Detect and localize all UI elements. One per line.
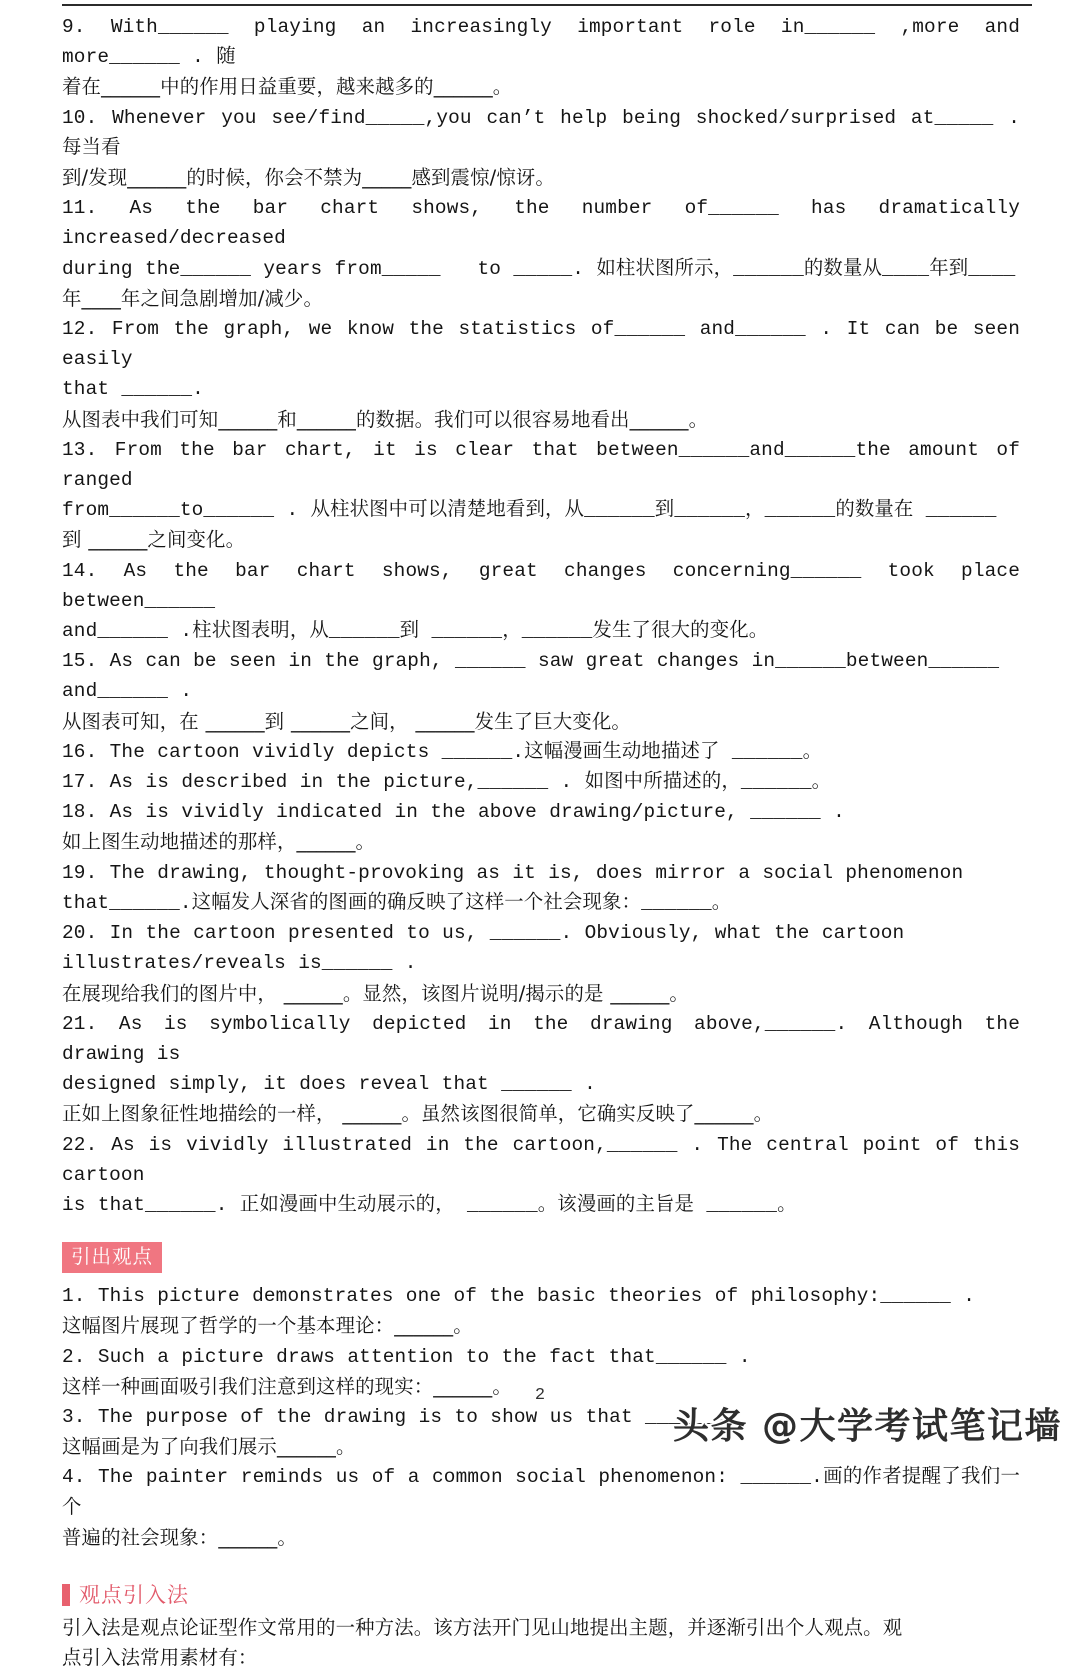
page-number: 2 <box>534 1386 546 1405</box>
text-line: 11. As the bar chart shows, the number of______ has dramatically increased/decreased <box>62 197 1033 250</box>
text-line: 这样一种画面吸引我们注意到这样的现实：______。 <box>62 1374 512 1398</box>
text-line: 到/发现______的时候，你会不禁为_____感到震惊/惊讶。 <box>62 166 555 190</box>
watermark: 头条 @大学考试笔记墙 <box>672 1406 1062 1447</box>
text-line: 21. As is symbolically depicted in the drawing above,______. Although the drawing is <box>62 1012 1033 1065</box>
text-line: 着在______中的作用日益重要，越来越多的______。 <box>62 75 513 99</box>
text-line: 2. Such a picture draws attention to the fact that______ . <box>62 1345 751 1368</box>
text-line: 在展现给我们的图片中， ______。显然，该图片说明/揭示的是 ______。 <box>62 981 689 1005</box>
text-line: 从图表可知，在 ______到 ______之间， ______发生了巨大变化。 <box>62 709 631 733</box>
text-line: 普遍的社会现象：______。 <box>62 1525 297 1549</box>
text-line: 4. The painter reminds us of a common social phenomenon: ______.画的作者提醒了我们一个 <box>62 1466 1020 1519</box>
page-top-rule <box>62 4 1032 6</box>
section-bar-heading-label: 观点引入法 <box>79 1582 189 1607</box>
section-bar-heading <box>62 1583 1020 1607</box>
text-line: during the______ years from_____ to _____. 如柱状图所示，______的数量从____年到____ <box>62 257 1016 280</box>
text-line: and______ .柱状图表明，从______到 ______，______发生了很大的变化。 <box>62 620 769 643</box>
section-tag-heading-wrap <box>62 1220 1020 1281</box>
text-line: 22. As is vividly illustrated in the cartoon,______ . The central point of this cartoon <box>62 1133 1033 1186</box>
text-line: 这幅图片展现了哲学的一个基本理论：______。 <box>62 1314 473 1338</box>
text-line: is that______. 正如漫画中生动展示的， ______。该漫画的主旨是 ______。 <box>62 1193 797 1216</box>
text-line: 引入法是观点论证型作文常用的一种方法。该方法开门见山地提出主题，并逐渐引出个人观点。观 <box>62 1615 903 1639</box>
text-line: 3. The purpose of the drawing is to show us that ______. <box>62 1405 728 1428</box>
text-line: 14. As the bar chart shows, great changes concerning______ took place between______ <box>62 559 1033 612</box>
section-tag-heading: 引出观点 <box>62 1242 162 1273</box>
text-line: 9. With______ playing an increasingly important role in______ ,more and more______ . 随 <box>62 16 1033 69</box>
text-line: 12. From the graph, we know the statistics of______ and______ . It can be seen easily <box>62 318 1033 371</box>
text-line: 18. As is vividly indicated in the above drawing/picture, ______ . <box>62 801 845 824</box>
text-line: 到 ______之间变化。 <box>62 528 246 552</box>
text-line: 1. This picture demonstrates one of the basic theories of philosophy:______ . <box>62 1285 976 1308</box>
text-line: that______.这幅发人深省的图画的确反映了这样一个社会现象：______。 <box>62 891 732 914</box>
text-line: 13. From the bar chart, it is clear that between______and______the amount of ranged <box>62 438 1045 492</box>
text-line: that ______. <box>62 378 204 401</box>
text-line: 从图表中我们可知______和______的数据。我们可以很容易地看出______。 <box>62 407 709 431</box>
text-line: 15. As can be seen in the graph, ______ saw great changes in______between______ <box>62 650 1000 673</box>
text-line: illustrates/reveals is______ . <box>62 952 417 975</box>
text-line: 17. As is described in the picture,______ . 如图中所描述的，______。 <box>62 771 832 794</box>
text-line: 19. The drawing, thought-provoking as it is, does mirror a social phenomenon <box>62 861 964 884</box>
text-line: 10. Whenever you see/find_____,you can’t help being shocked/surprised at_____ . 每当看 <box>62 106 1033 159</box>
text-line: 16. The cartoon vividly depicts ______.这幅漫画生动地描述了 ______。 <box>62 740 823 763</box>
text-line: 20. In the cartoon presented to us, ______. Obviously, what the cartoon <box>62 922 905 945</box>
text-line: 年____年之间急剧增加/减少。 <box>62 286 324 310</box>
text-line: 点引入法常用素材有： <box>62 1646 258 1670</box>
text-line: from______to______ . 从柱状图中可以清楚地看到，从______到______，______的数量在 ______ <box>62 499 997 522</box>
text-line: 如上图生动地描述的那样，______。 <box>62 830 376 854</box>
text-line: designed simply, it does reveal that ______ . <box>62 1073 596 1096</box>
text-line: 正如上图象征性地描绘的一样， ______。虽然该图很简单，它确实反映了______。 <box>62 1102 774 1126</box>
section-marker-bar-icon <box>62 1584 70 1606</box>
text-line: 这幅画是为了向我们展示______。 <box>62 1435 356 1459</box>
text-line: and______ . <box>62 680 193 703</box>
